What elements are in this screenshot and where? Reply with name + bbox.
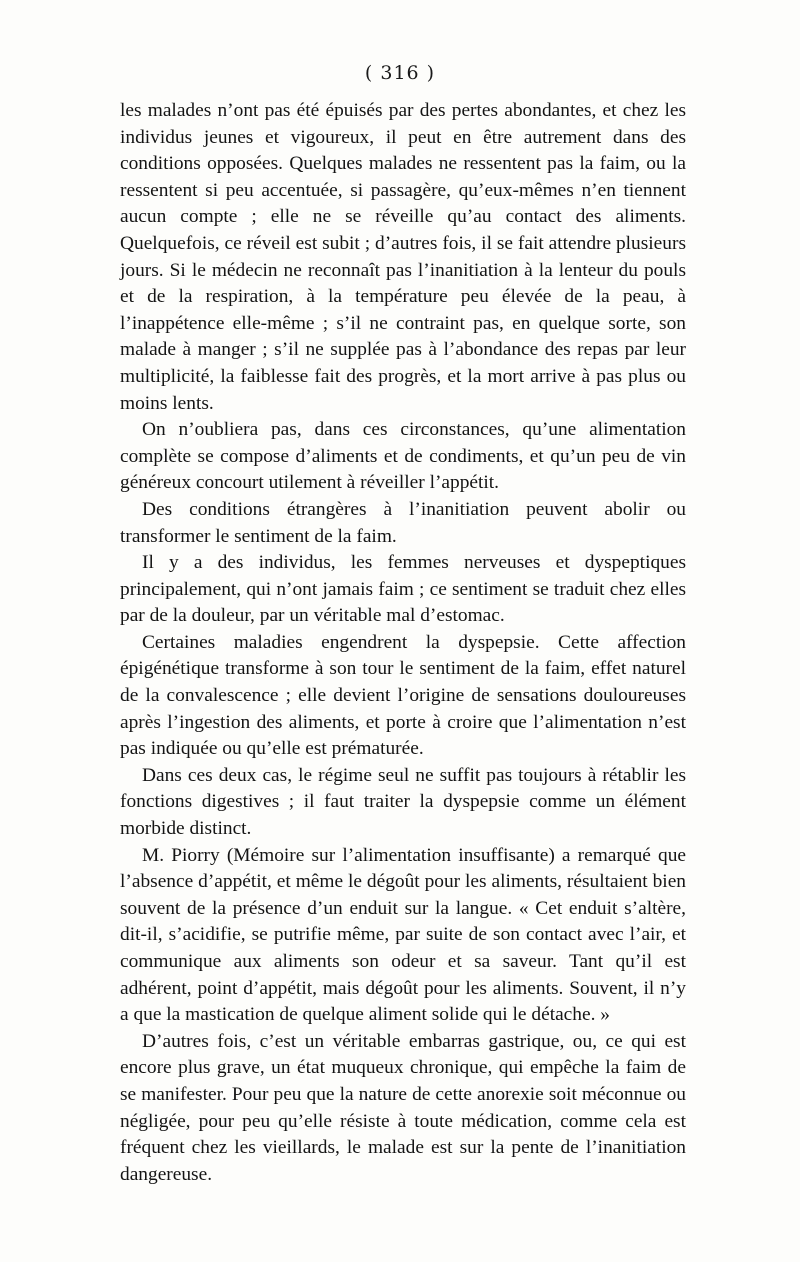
paragraph-6: Dans ces deux cas, le régime seul ne suffit pas toujours à rétablir les fonctions digestives ; il faut traiter la dyspepsie comme un élément morbide distinct. [120,764,686,840]
paragraph-3: Des conditions étrangères à l’inanitiation peuvent abolir ou transformer le sentiment de la faim. [120,498,686,547]
page-number: ( 316 ) [364,62,436,84]
paragraph-7: M. Piorry (Mémoire sur l’alimentation insuffisante) a remarqué que l’absence d’appétit, et même le dégoût pour les aliments, résultaient bien souvent de la présence d’un enduit sur la langue. « Cet enduit s’altère, dit-il, s’acidifie, se putrifie même, par suite de son contact avec l’air, et communique aux aliments son odeur et sa saveur. Tant qu’il est adhérent, point d’appétit, mais dégoût pour les aliments. Souvent, il n’y a que la mastication de quelque aliment solide qui le détache. » [120,844,686,1026]
paragraph-2: On n’oubliera pas, dans ces circonstances, qu’une alimentation complète se compose d’aliments et de condiments, et qu’un peu de vin généreux concourt utilement à réveiller l’appétit. [120,419,686,494]
paragraph-1: les malades n’ont pas été épuisés par des pertes abondantes, et chez les individus jeunes et vigoureux, il peut en être autrement dans des conditions opposées. Quelques malades ne ressentent pas la faim, ou la ressentent si peu accentuée, si passagère, qu’eux-mêmes n’en tiennent aucun compte ; elle ne se réveille qu’au contact des aliments. Quelquefois, ce réveil est subit ; d’autres fois, il se fait attendre plusieurs jours. Si le médecin ne reconnaît pas l’inanitiation à la lenteur du pouls et de la respiration, à la température peu élevée de la peau, à l’inappétence elle-même ; s’il ne contraint pas, en quelque sorte, son malade à manger ; s’il ne supplée pas à l’abondance des repas par leur multiplicité, la faiblesse fait des progrès, et la mort arrive à pas plus ou moins lents. [120,100,686,414]
body-text [120,98,686,1188]
paragraph-4: Il y a des individus, les femmes nerveuses et dyspeptiques principalement, qui n’ont jamais faim ; ce sentiment se traduit chez elles par de la douleur, par un véritable mal d’estomac. [120,552,686,627]
paragraph-5: Certaines maladies engendrent la dyspepsie. Cette affection épigénétique transforme à son tour le sentiment de la faim, effet naturel de la convalescence ; elle devient l’origine de sensations douloureuses après l’ingestion des aliments, et porte à croire que l’alimentation n’est pas indiquée ou qu’elle est prématurée. [120,631,686,760]
paragraph-8: D’autres fois, c’est un véritable embarras gastrique, ou, ce qui est encore plus grave, un état muqueux chronique, qui empêche la faim de se manifester. Pour peu que la nature de cette anorexie soit méconnue ou négligée, pour peu qu’elle résiste à toute médication, comme cela est fréquent chez les vieillards, le malade est sur la pente de l’inanitiation dangereuse. [120,1030,686,1185]
